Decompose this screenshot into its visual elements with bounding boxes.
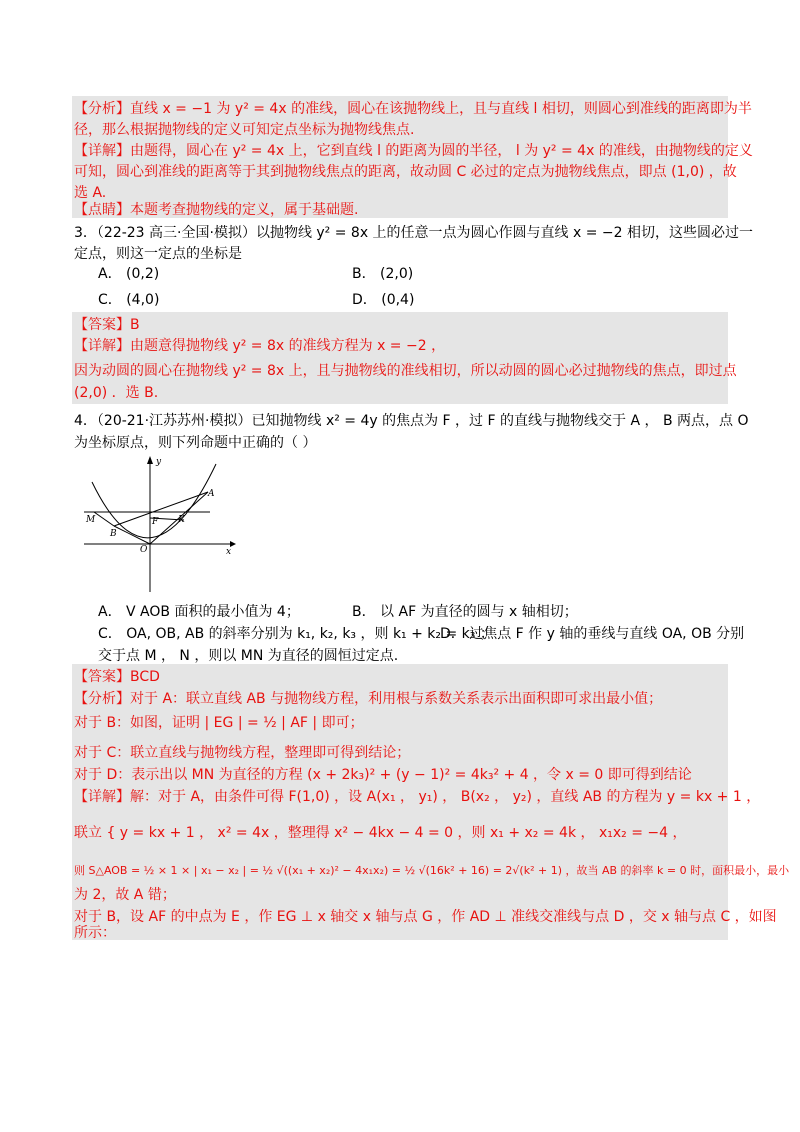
block3-line-2: 【分析】对于 A：联立直线 AB 与抛物线方程，利用根与系数关系表示出面积即可求出最小值； xyxy=(74,691,663,707)
q4-stem-line-1: 4．（20-21·江苏苏州·模拟）已知抛物线 x² = 4y 的焦点为 F ，过 F 的直线与抛物线交于 A ， B 两点，点 O xyxy=(74,413,749,429)
block2-line-3: 因为动圆的圆心在抛物线 y² = 8x 上，且与抛物线的准线相切，所以动圆的圆心必过抛物线的焦点，即过点 xyxy=(74,363,737,379)
block2-line-1: 【答案】B xyxy=(74,317,140,333)
q3-option-d: D． (0,4) xyxy=(352,292,415,308)
block1-line-6: 【点睛】本题考查抛物线的定义，属于基础题. xyxy=(74,202,359,218)
block1-line-1: 【分析】直线 x = −1 为 y² = 4x 的准线，圆心在该抛物线上，且与直线 l 相切，则圆心到准线的距离即为半 xyxy=(74,101,752,117)
block3-line-6: 【详解】解：对于 A，由条件可得 F(1,0) ，设 A(x₁ ， y₁) ， B(x₂ ， y₂) ，直线 AB 的方程为 y = kx + 1 ， xyxy=(74,789,761,805)
q3-stem-line-1: 3．（22-23 高三·全国·模拟）以抛物线 y² = 8x 上的任意一点为圆心作圆与直线 x = −2 相切，这些圆必过一 xyxy=(74,225,754,241)
q3-option-a: A． (0,2) xyxy=(98,266,160,282)
chord-ab xyxy=(114,492,208,526)
q4-option-a: A． V AOB 面积的最小值为 4； xyxy=(98,604,300,620)
q4-option-d-line-2: 交于点 M ， N ，则以 MN 为直径的圆恒过定点. xyxy=(98,648,399,664)
block1-line-4: 可知，圆心到准线的距离等于其到抛物线焦点的距离，故动圆 C 必过的定点为抛物线焦点，即点 (1,0) ，故 xyxy=(74,164,737,180)
q4-stem-line-2: 为坐标原点，则下列命题中正确的（ ） xyxy=(74,435,317,451)
block3-line-5: 对于 D：表示出以 MN 为直径的方程 (x + 2k₃)² + (y − 1)² = 4k₃² + 4 ，令 x = 0 即可得到结论 xyxy=(74,767,692,783)
block2-line-2: 【详解】由题意得抛物线 y² = 8x 的准线方程为 x = −2 ， xyxy=(74,338,446,354)
block1-line-5: 选 A. xyxy=(74,185,107,201)
label-k: K xyxy=(178,515,185,525)
label-a: A xyxy=(208,489,215,499)
block3-line-9: 为 2，故 A 错； xyxy=(74,887,176,903)
q4-option-c: C． OA, OB, AB 的斜率分别为 k₁, k₂, k₃ ，则 k₁ + k₂ = k₃ ； xyxy=(98,626,494,642)
label-f: F xyxy=(152,517,159,527)
block1-line-2: 径，那么根据抛物线的定义可知定点坐标为抛物线焦点. xyxy=(74,122,415,138)
block3-line-7: 联立 { y = kx + 1 ， x² = 4x ，整理得 x² − 4kx − 4 = 0 ，则 x₁ + x₂ = 4k ， x₁x₂ = −4 ， xyxy=(74,825,687,841)
label-m: M xyxy=(86,515,96,525)
block2-line-4: (2,0) ．选 B. xyxy=(74,385,159,401)
block3-line-11: 所示： xyxy=(74,925,116,941)
q3-option-b: B． (2,0) xyxy=(352,266,414,282)
label-y: y xyxy=(156,457,162,467)
q3-stem-line-2: 定点，则这一定点的坐标是 xyxy=(74,246,242,262)
y-axis-arrow xyxy=(147,456,153,464)
block3-line-3: 对于 B：如图，证明 | EG | = ½ | AF | 即可； xyxy=(74,715,364,731)
answer-block-q3 xyxy=(72,312,728,404)
q4-option-b: B． 以 AF 为直径的圆与 x 轴相切； xyxy=(352,604,578,620)
block1-line-3: 【详解】由题得，圆心在 y² = 4x 上，它到直线 l 的距离为圆的半径， l 为 y² = 4x 的准线，由抛物线的定义 xyxy=(74,143,753,159)
segment-ob xyxy=(114,526,150,544)
q3-option-c: C． (4,0) xyxy=(98,292,160,308)
parabola-figure xyxy=(80,452,240,594)
q4-option-d-line-1: D． 过焦点 F 作 y 轴的垂线与直线 OA, OB 分别 xyxy=(440,626,745,642)
block3-line-1: 【答案】BCD xyxy=(74,669,160,685)
block3-line-10: 对于 B，设 AF 的中点为 E ，作 EG ⊥ x 轴交 x 轴与点 G ，作 AD ⊥ 准线交准线与点 D ，交 x 轴与点 C ，如图 xyxy=(74,909,777,925)
label-o: O xyxy=(140,545,148,555)
block3-line-4: 对于 C：联立直线与抛物线方程，整理即可得到结论； xyxy=(74,745,411,761)
label-x: x xyxy=(226,547,232,557)
label-b: B xyxy=(110,529,117,539)
block3-line-8: 则 S△AOB = ½ × 1 × | x₁ − x₂ | = ½ √((x₁ + x₂)² − 4x₁x₂) = ½ √(16k² + 16) = 2√(k² + 1) ，故当 AB 的斜率 k = 0 时，面积最小，最小 xyxy=(74,864,790,877)
